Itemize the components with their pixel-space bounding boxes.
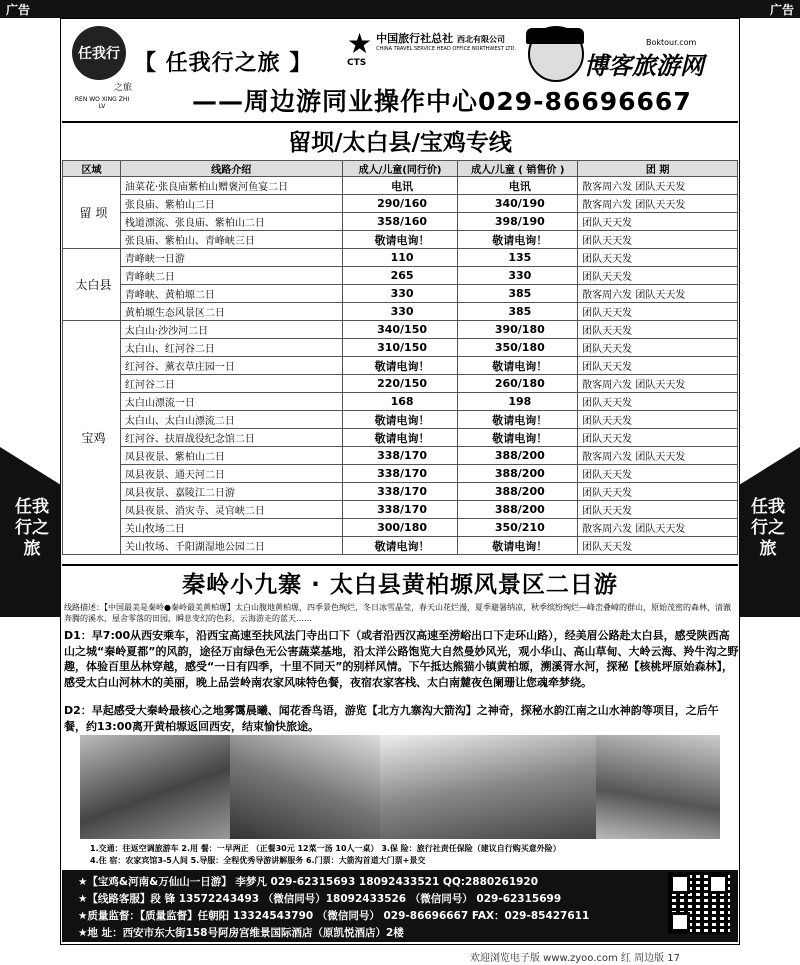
trade-price-cell: 敬请电询！ [342,429,458,447]
table-row [63,393,738,411]
retail-price-cell: 敬请电询！ [458,429,578,447]
route-cell: 关山牧场二日 [120,519,342,537]
retail-price-cell: 385 [458,285,578,303]
mascot-hat-icon [526,28,584,44]
period-cell: 团队天天发 [578,465,738,483]
retail-price-cell: 260/180 [458,375,578,393]
period-cell: 散客周六发 团队天天发 [578,195,738,213]
retail-price-cell: 135 [458,249,578,267]
table-row [63,357,738,375]
trade-price-cell: 265 [342,267,458,285]
col-route: 线路介绍 [120,161,342,177]
trade-price-cell: 110 [342,249,458,267]
period-cell: 散客周六发 团队天天发 [578,177,738,195]
col-trade-price: 成人/儿童(同行价) [342,161,458,177]
retail-price-cell: 敬请电询！ [458,537,578,555]
retail-price-cell: 敬请电询！ [458,357,578,375]
ad-bar [0,0,800,18]
trade-price-cell: 338/170 [342,465,458,483]
period-cell: 团队天天发 [578,411,738,429]
trade-price-cell: 168 [342,393,458,411]
photo-stream [80,735,230,839]
ad-label-left: 广告 [6,3,31,17]
retail-price-cell: 388/200 [458,465,578,483]
table-row [63,303,738,321]
trade-price-cell: 300/180 [342,519,458,537]
itinerary-day2: D2：早起感受大秦岭最核心之地雾霭晨曦、闻花香鸟语，游览【北方九寨沟大箭沟】之神奇，探秘水韵江南之山水神韵等项目，之后午餐，约13:00离开黄柏塬返回西安，结束愉快旅途。 [64,704,719,733]
route-cell: 红河谷、薰衣草庄园一日 [120,357,342,375]
retail-price-cell: 385 [458,303,578,321]
trade-price-cell: 358/160 [342,213,458,231]
period-cell: 散客周六发 团队天天发 [578,285,738,303]
retail-price-cell: 340/190 [458,195,578,213]
cts-region: 西北有限公司 [456,35,505,44]
route-cell: 张良庙、紫柏山、青峰峡三日 [120,231,342,249]
trade-price-cell: 338/170 [342,447,458,465]
promo-title: 秦岭小九寨 · 太白县黄柏塬风景区二日游 [182,572,618,598]
region-cell: 宝鸡 [63,321,121,555]
route-table [62,160,738,555]
region-cell: 留 坝 [63,177,121,249]
col-retail-price: 成人/儿童 ( 销售价 ) [458,161,578,177]
table-row [63,411,738,429]
header [62,20,738,120]
table-row [63,519,738,537]
table-row [63,501,738,519]
table-row [63,429,738,447]
contact-line: ★【线路客服】段 锋 13572243493 （微信同号）18092433526 （微信同号） 029-62315699 [78,893,562,905]
period-cell: 团队天天发 [578,231,738,249]
table-row [63,483,738,501]
section-title: 留坝/太白县/宝鸡专线 [288,130,512,156]
cts-english: CHINA TRAVEL SERVICE HEAD OFFICE NORTHWEST LTD. [376,46,516,52]
promo-description: 线路描述：【中国最美是秦岭●秦岭最美黄柏塬】太白山腹地黄柏塬，四季景色绚烂，冬日冰雪晶莹，春天山花烂漫，夏季避暑纳凉，秋季缤纷绚烂—峰峦叠嶂的群山，原始茂密的森林，清澈奔腾的溪水，屋舍零落的田园，瞬息变幻的色彩，云海游走的蓝天…… [64,603,731,623]
retail-price-cell: 350/210 [458,519,578,537]
route-cell: 张良庙、紫柏山二日 [120,195,342,213]
period-cell: 团队天天发 [578,303,738,321]
retail-price-cell: 388/200 [458,501,578,519]
route-cell: 太白山漂流一日 [120,393,342,411]
notes-line: 1.交通：往返空调旅游车 2.用 餐：一早两正 （正餐30元 12菜一汤 10人一桌） 3.保 险：旅行社责任保险（建议自行购买意外险） [90,844,561,853]
period-cell: 团队天天发 [578,267,738,285]
divider [62,121,738,123]
route-cell: 关山牧场、千阳湖湿地公园二日 [120,537,342,555]
route-cell: 凤县夜景、嘉陵江二日游 [120,483,342,501]
period-cell: 团队天天发 [578,339,738,357]
route-cell: 太白山·沙沙河二日 [120,321,342,339]
boktour-name: 博客旅游网 [584,52,704,80]
table-row [63,213,738,231]
route-cell: 青峰峡一日游 [120,249,342,267]
cts-abbr: CTS [347,58,367,68]
table-row [63,267,738,285]
route-cell: 凤县夜景、通天河二日 [120,465,342,483]
photo-strip [80,735,720,839]
col-period: 团 期 [578,161,738,177]
table-row [63,537,738,555]
period-cell: 散客周六发 团队天天发 [578,519,738,537]
retail-price-cell: 398/190 [458,213,578,231]
route-cell: 红河谷二日 [120,375,342,393]
table-row [63,177,738,195]
route-cell: 凤县夜景、紫柏山二日 [120,447,342,465]
page-footer: 欢迎浏览电子版 www.zyoo.com 红 周边版 17 [470,953,680,964]
table-row [63,465,738,483]
table-row [63,249,738,267]
table-row [63,321,738,339]
trade-price-cell: 电讯 [342,177,458,195]
service-notes [90,843,730,867]
period-cell: 团队天天发 [578,357,738,375]
logo-pinyin: REN WO XING ZHI LV [74,96,130,110]
table-row [63,339,738,357]
qr-code-icon [668,872,730,934]
retail-price-cell: 电讯 [458,177,578,195]
itinerary-day1: D1：早7:00从西安乘车，沿西宝高速至扶风法门寺出口下（或者沿西汉高速至涝峪出口下走环山路），经美眉公路赴太白县，感受陕西高山之城“秦岭夏都”的风韵，途径万亩绿色无公害蔬菜基地，沿太洋公路饱览大自然曼妙风光，观小华山、高山草甸、大岭云海、羚牛沟之野趣，体验百里丛林穿越，感受“一日有四季，十里不同天”的别样风情。下午抵达熊猫小镇黄柏塬，溯溪胥水河，探秘【核桃坪原始森林】，感受太白山河林木的美丽，晚上品尝岭南农家风味特色餐，夜宿农家客栈、太白南麓夜色阑珊让您魂牵梦绕。 [64,629,739,689]
table-row [63,231,738,249]
period-cell: 团队天天发 [578,321,738,339]
trade-price-cell: 330 [342,285,458,303]
trade-price-cell: 338/170 [342,483,458,501]
boktour-url: Boktour.com [646,38,697,47]
period-cell: 团队天天发 [578,429,738,447]
period-cell: 团队天天发 [578,249,738,267]
notes-line: 4.住 宿：农家宾馆3-5人间 5.导服：全程优秀导游讲解服务 6.门票：大箭沟首道大门票+景交 [90,856,426,865]
period-cell: 团队天天发 [578,537,738,555]
table-row [63,285,738,303]
trade-price-cell: 310/150 [342,339,458,357]
cts-logo [347,27,527,68]
brand-logo [72,26,132,112]
table-row [63,195,738,213]
retail-price-cell: 390/180 [458,321,578,339]
logo-mark: 任我行 [72,26,126,80]
photo-road [596,735,720,839]
period-cell: 团队天天发 [578,393,738,411]
period-cell: 散客周六发 团队天天发 [578,375,738,393]
trade-price-cell: 敬请电询！ [342,231,458,249]
period-cell: 散客周六发 团队天天发 [578,447,738,465]
trade-price-cell: 290/160 [342,195,458,213]
route-cell: 油菜花·张良庙紫柏山赠褒河鱼宴二日 [120,177,342,195]
photo-village [230,735,380,839]
table-header-row [63,161,738,177]
hotline: ——周边游同业操作中心029-86696667 [192,87,692,116]
period-cell: 团队天天发 [578,501,738,519]
brand-name: 【 任我行之旅 】 [134,51,313,76]
cts-name: 中国旅行社总社 [376,32,454,45]
boktour-logo [528,26,728,86]
contact-line: ★【宝鸡&河南&万仙山一日游】 李梦凡 029-62315693 18092433521 QQ:2880261920 [78,876,539,888]
table-row [63,375,738,393]
route-cell: 凤县夜景、消灾寺、灵官峡二日 [120,501,342,519]
period-cell: 团队天天发 [578,213,738,231]
photo-river [380,735,596,839]
retail-price-cell: 330 [458,267,578,285]
star-icon: ★ [347,27,373,60]
trade-price-cell: 220/150 [342,375,458,393]
retail-price-cell: 198 [458,393,578,411]
trade-price-cell: 敬请电询！ [342,357,458,375]
contact-line: ★质量监督：【质量监督】任朝阳 13324543790 （微信同号） 029-86696667 FAX：029-85427611 [78,910,590,922]
period-cell: 团队天天发 [578,483,738,501]
route-cell: 青峰峡、黄柏塬二日 [120,285,342,303]
retail-price-cell: 350/180 [458,339,578,357]
retail-price-cell: 敬请电询！ [458,411,578,429]
retail-price-cell: 388/200 [458,483,578,501]
route-cell: 太白山、红河谷二日 [120,339,342,357]
logo-sub: 之旅 [113,83,132,93]
side-text-left: 任我行之旅 [15,497,49,559]
trade-price-cell: 330 [342,303,458,321]
route-cell: 青峰峡二日 [120,267,342,285]
region-cell: 太白县 [63,249,121,321]
table-row [63,447,738,465]
contact-line: ★地 址：西安市东大街158号阿房宫维景国际酒店（原凯悦酒店）2楼 [78,927,404,939]
route-cell: 黄柏塬生态风景区二日 [120,303,342,321]
col-region: 区域 [63,161,121,177]
route-cell: 太白山、太白山漂流二日 [120,411,342,429]
retail-price-cell: 388/200 [458,447,578,465]
contact-box [62,870,738,942]
trade-price-cell: 敬请电询！ [342,537,458,555]
trade-price-cell: 敬请电询！ [342,411,458,429]
ad-label-right: 广告 [769,3,794,17]
route-cell: 红河谷、扶眉战役纪念馆二日 [120,429,342,447]
side-text-right: 任我行之旅 [751,497,785,559]
trade-price-cell: 338/170 [342,501,458,519]
route-cell: 栈道漂流、张良庙、紫柏山二日 [120,213,342,231]
trade-price-cell: 340/150 [342,321,458,339]
retail-price-cell: 敬请电询！ [458,231,578,249]
